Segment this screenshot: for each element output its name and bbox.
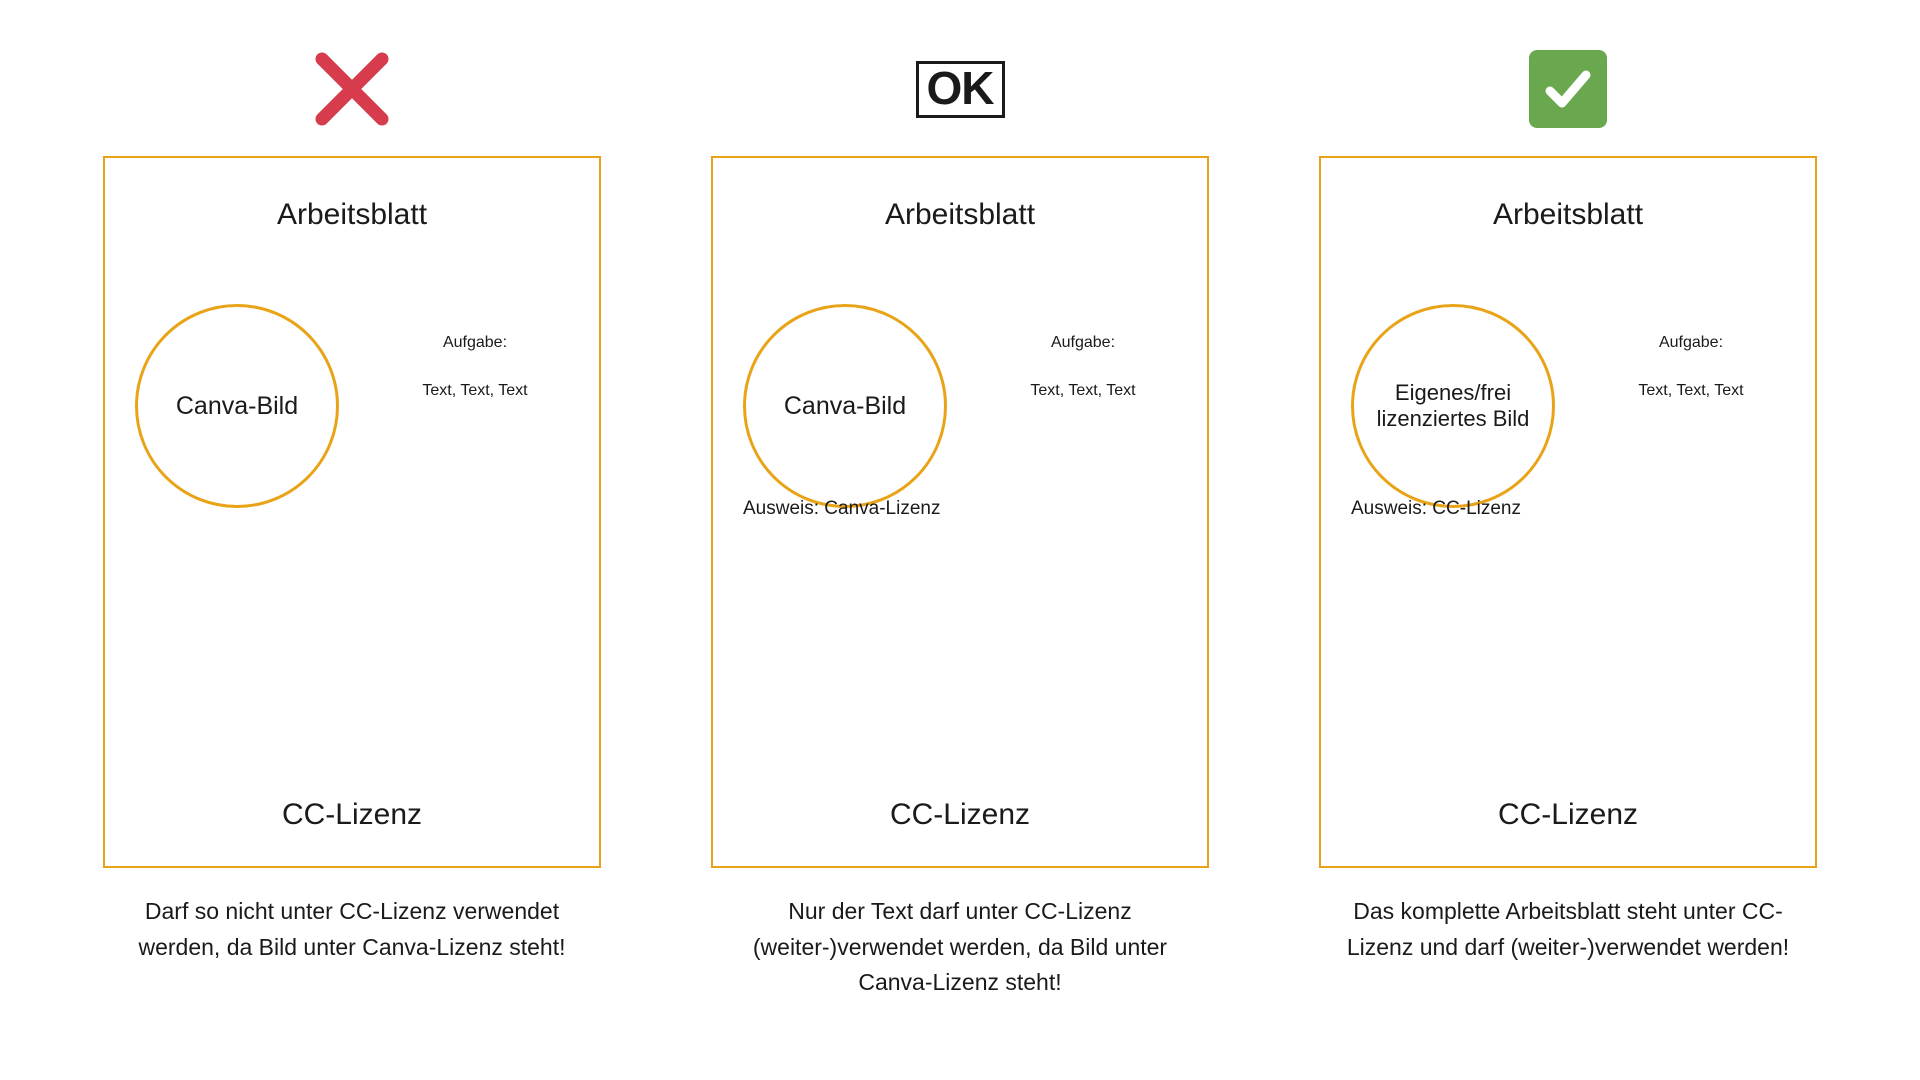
task-text: Text, Text, Text bbox=[1030, 382, 1136, 399]
worksheet-title: Arbeitsblatt bbox=[276, 198, 428, 231]
ok-label: OK bbox=[916, 61, 1005, 118]
column-partially-allowed bbox=[710, 34, 1210, 1001]
column-caption: Das komplette Arbeitsblatt steht unter CC-Lizenz und darf (weiter-)verwendet werden! bbox=[1346, 898, 1790, 960]
license-badge-text: Ausweis: CC-Lizenz bbox=[1351, 498, 1521, 519]
worksheet-license-footer: CC-Lizenz bbox=[889, 798, 1031, 831]
column-caption: Darf so nicht unter CC-Lizenz verwendet werden, da Bild unter Canva-Lizenz steht! bbox=[138, 898, 566, 960]
task-label: Aufgabe: bbox=[442, 334, 508, 351]
image-placeholder-circle: Canva-Bild bbox=[743, 304, 947, 508]
image-placeholder-circle: Eigenes/frei lizenziertes Bild bbox=[1351, 304, 1555, 508]
task-block bbox=[363, 334, 587, 400]
worksheet-title: Arbeitsblatt bbox=[1492, 198, 1644, 231]
worksheet-card bbox=[103, 156, 601, 868]
ok-box-icon bbox=[916, 34, 1005, 144]
task-label: Aufgabe: bbox=[1658, 334, 1724, 351]
column-allowed bbox=[1318, 34, 1818, 965]
worksheet-card bbox=[711, 156, 1209, 868]
task-text: Text, Text, Text bbox=[422, 382, 528, 399]
worksheet-title: Arbeitsblatt bbox=[884, 198, 1036, 231]
image-placeholder-circle: Canva-Bild bbox=[135, 304, 339, 508]
check-badge bbox=[1529, 50, 1607, 128]
cross-icon bbox=[310, 34, 394, 144]
column-not-allowed bbox=[102, 34, 602, 965]
task-block bbox=[971, 334, 1195, 400]
check-icon bbox=[1529, 34, 1607, 144]
worksheet-license-footer: CC-Lizenz bbox=[281, 798, 423, 831]
license-badge-text: Ausweis: Canva-Lizenz bbox=[743, 498, 941, 519]
task-label: Aufgabe: bbox=[1050, 334, 1116, 351]
worksheet-card bbox=[1319, 156, 1817, 868]
worksheet-license-footer: CC-Lizenz bbox=[1497, 798, 1639, 831]
task-block bbox=[1579, 334, 1803, 400]
column-caption: Nur der Text darf unter CC-Lizenz (weiter-)verwendet werden, da Bild unter Canva-Lizenz steht! bbox=[752, 898, 1168, 996]
task-text: Text, Text, Text bbox=[1638, 382, 1744, 399]
